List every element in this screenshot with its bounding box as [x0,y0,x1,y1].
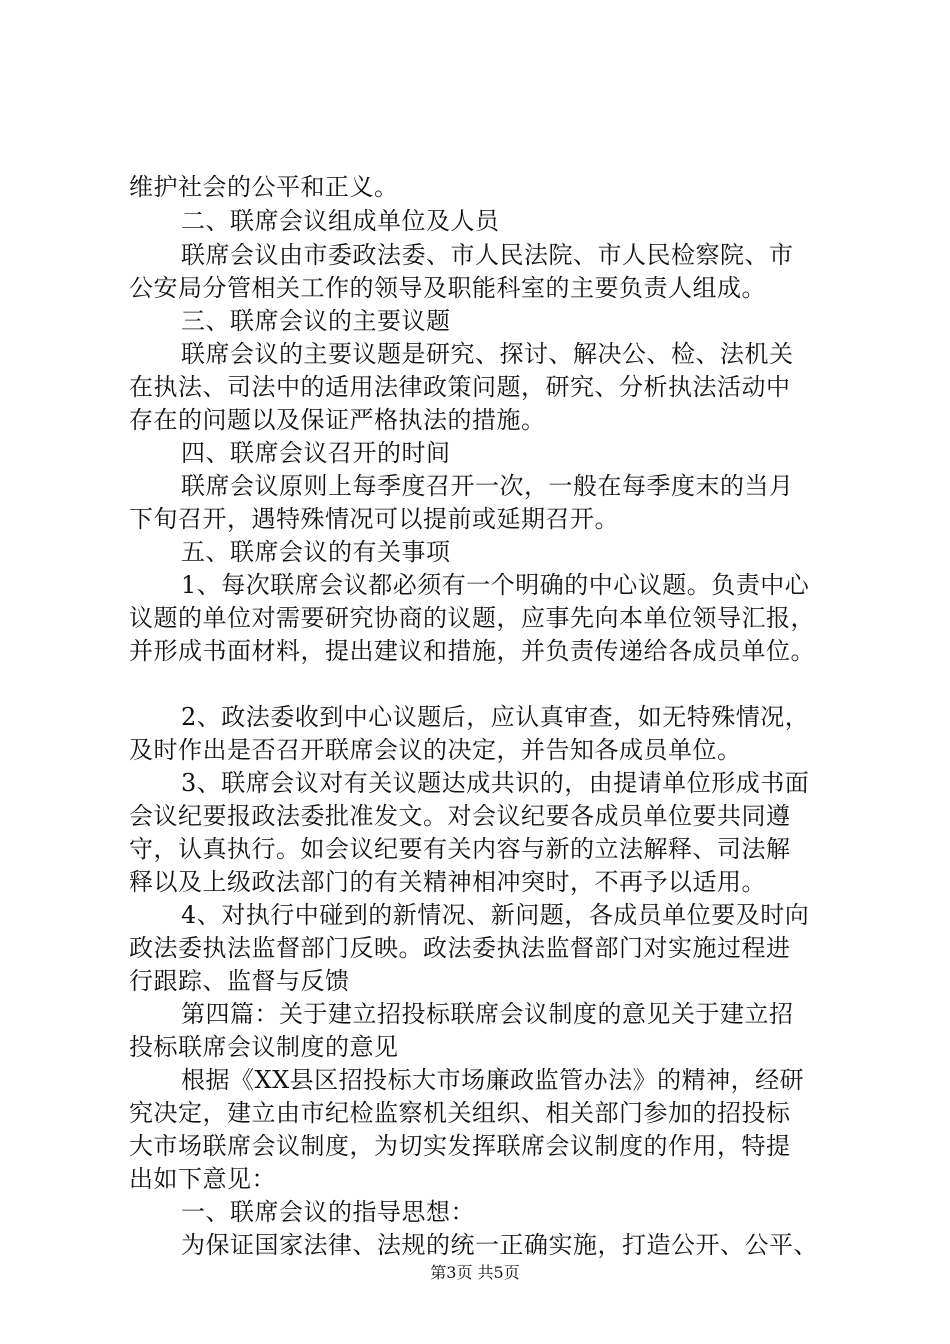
section-heading: 三、联席会议的主要议题 [181,307,451,335]
text-line: 维护社会的公平和正义。 [129,173,399,201]
section-heading: 四、联席会议召开的时间 [181,439,451,467]
text-line: 政法委执法监督部门反映。政法委执法监督部门对实施过程进 [129,934,791,962]
text-line: 及时作出是否召开联席会议的决定，并告知各成员单位。 [129,736,742,764]
chapter-heading: 投标联席会议制度的意见 [129,1033,399,1061]
text-line: 2、政法委收到中心议题后，应认真审查，如无特殊情况， [181,703,810,731]
chapter-heading: 第四篇：关于建立招投标联席会议制度的意见关于建立招 [181,1000,794,1028]
text-line: 4、对执行中碰到的新情况、新问题，各成员单位要及时向 [181,901,810,929]
text-line: 1、每次联席会议都必须有一个明确的中心议题。负责中心 [181,571,810,599]
text-line: 为保证国家法律、法规的统一正确实施，打造公开、公平、 [181,1231,818,1259]
text-line: 联席会议的主要议题是研究、探讨、解决公、检、法机关 [181,340,794,368]
text-line: 大市场联席会议制度，为切实发挥联席会议制度的作用，特提 [129,1132,791,1160]
text-line: 会议纪要报政法委批准发文。对会议纪要各成员单位要共同遵 [129,802,791,830]
text-line: 公安局分管相关工作的领导及职能科室的主要负责人组成。 [129,274,766,302]
text-line: 存在的问题以及保证严格执法的措施。 [129,406,546,434]
text-line: 释以及上级政法部门的有关精神相冲突时，不再予以适用。 [129,868,766,896]
text-line: 议题的单位对需要研究协商的议题，应事先向本单位领导汇报， [129,604,815,632]
text-line: 行跟踪、监督与反馈 [129,967,350,995]
text-line: 守，认真执行。如会议纪要有关内容与新的立法解释、司法解 [129,835,791,863]
text-line: 并形成书面材料，提出建议和措施，并负责传递给各成员单位。 [129,637,815,665]
text-line: 根据《XX县区招投标大市场廉政监管办法》的精神，经研 [181,1066,805,1094]
text-line: 联席会议由市委政法委、市人民法院、市人民检察院、市 [181,241,794,269]
text-line: 在执法、司法中的适用法律政策问题，研究、分析执法活动中 [129,373,791,401]
section-heading: 二、联席会议组成单位及人员 [181,207,500,235]
text-line: 究决定，建立由市纪检监察机关组织、相关部门参加的招投标 [129,1099,791,1127]
section-heading: 一、联席会议的指导思想： [181,1198,475,1226]
page-number-footer: 第3页 共5页 [430,1263,520,1282]
section-heading: 五、联席会议的有关事项 [181,538,451,566]
text-line: 下旬召开，遇特殊情况可以提前或延期召开。 [129,505,619,533]
text-line: 出如下意见： [129,1165,276,1193]
text-line: 3、联席会议对有关议题达成共识的，由提请单位形成书面 [181,769,810,797]
text-line: 联席会议原则上每季度召开一次，一般在每季度末的当月 [181,472,794,500]
